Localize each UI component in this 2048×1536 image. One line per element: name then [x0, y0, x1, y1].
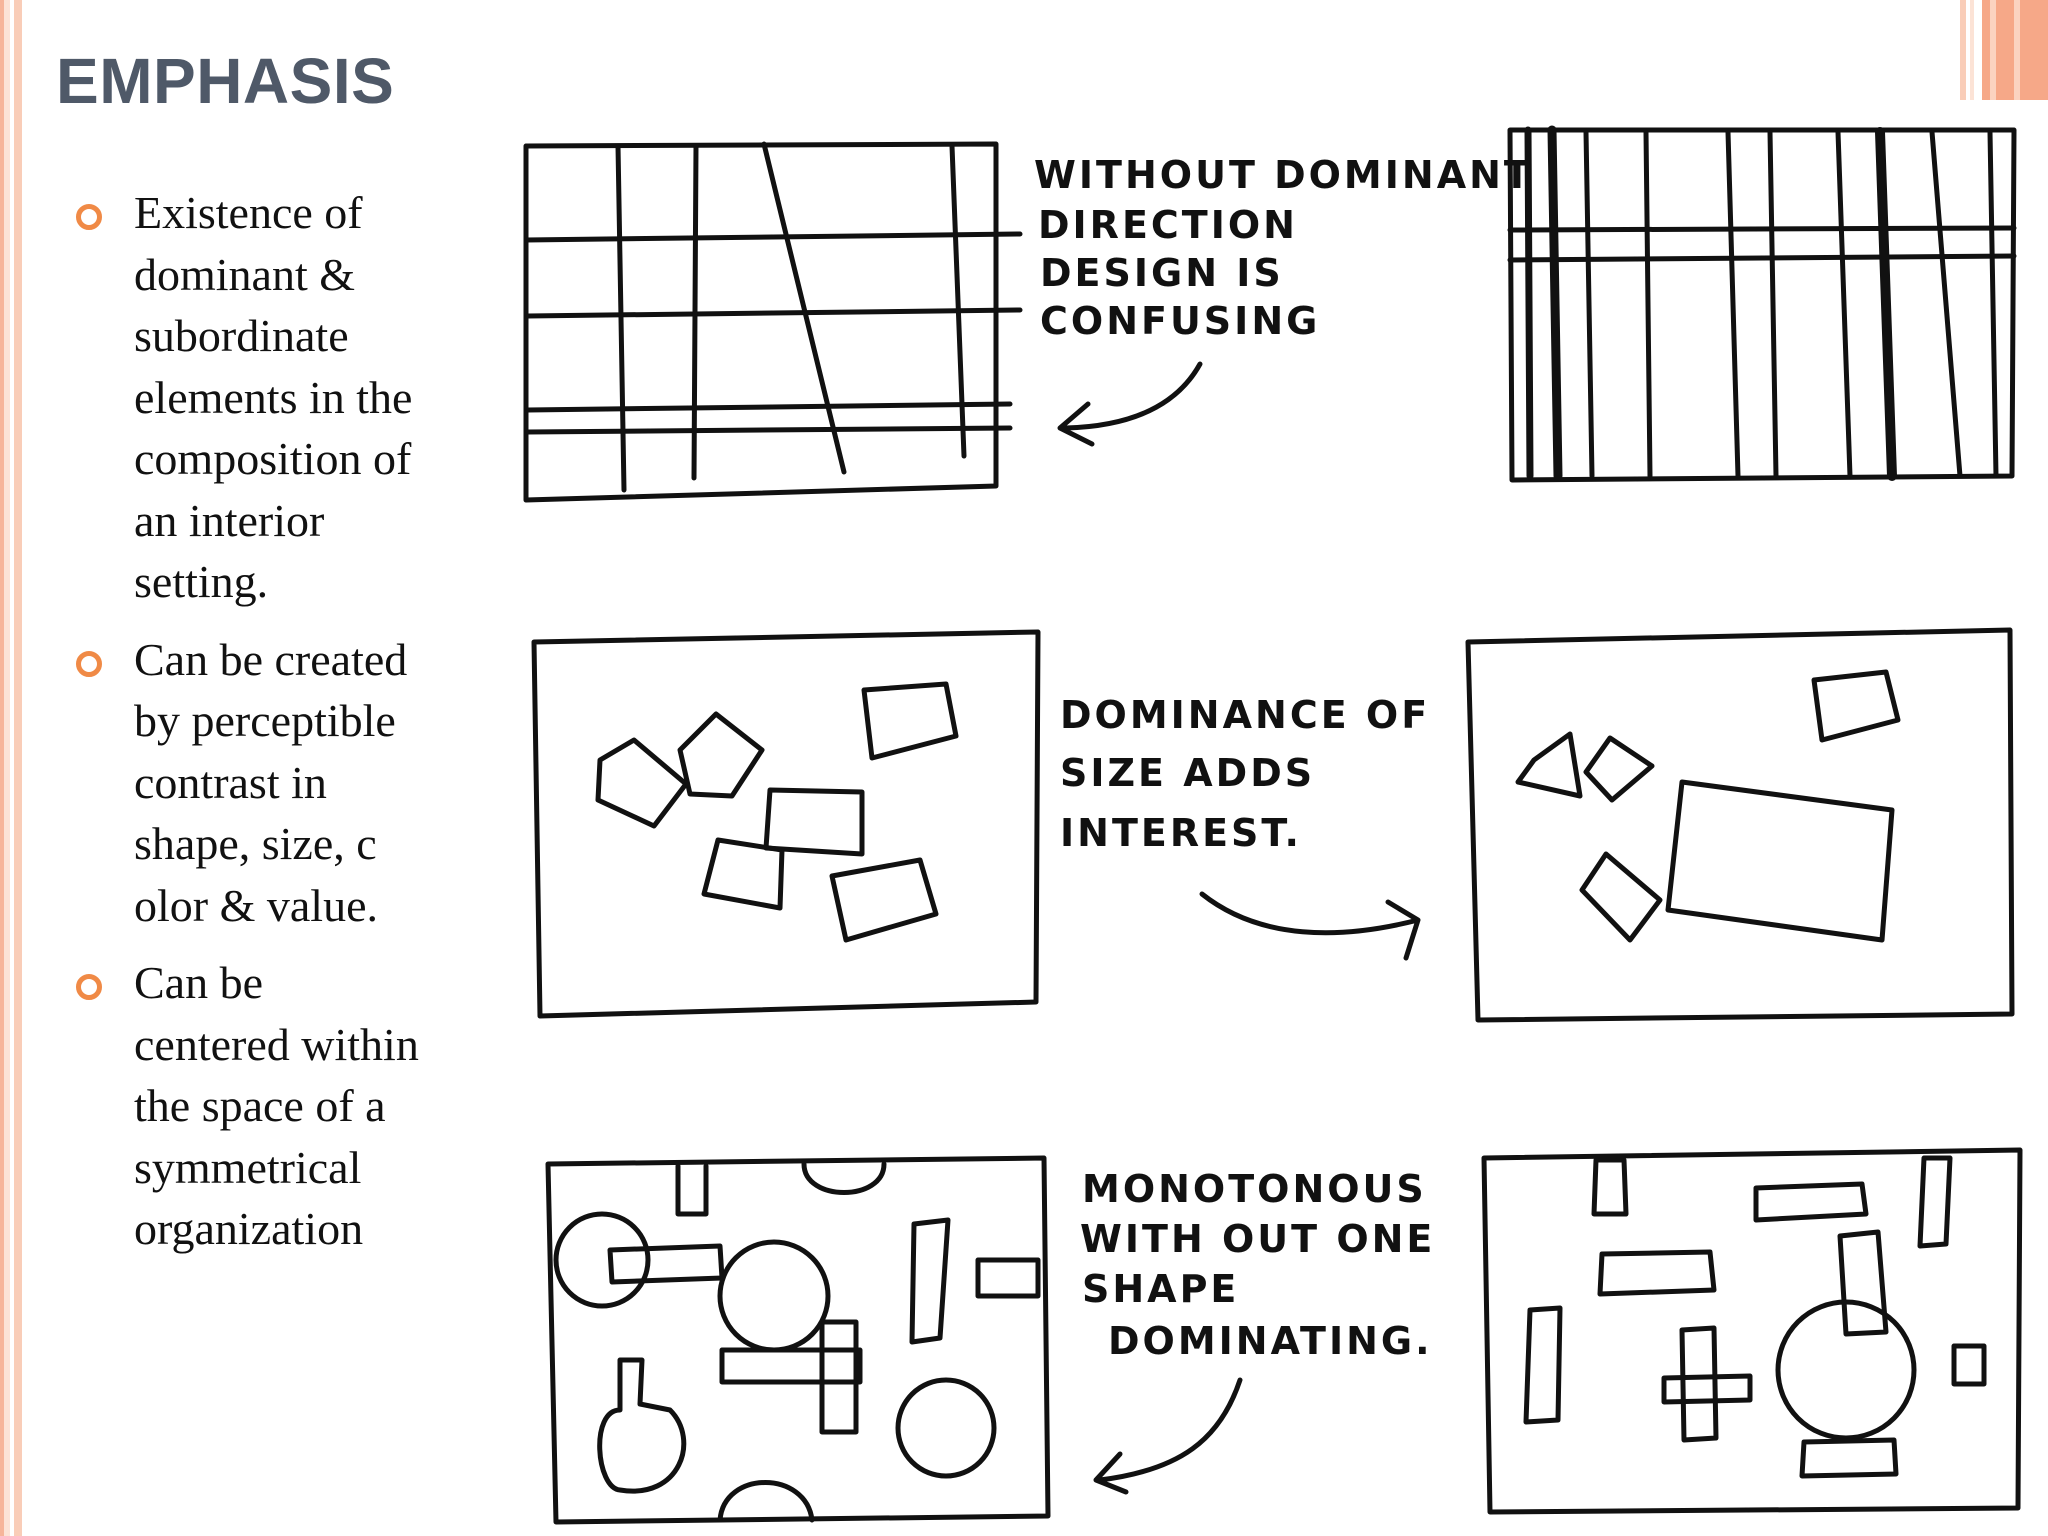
annotation-line: DOMINATING. — [1108, 1319, 1433, 1363]
shapes-sketch-equal-size — [534, 632, 1038, 1016]
bullet-text: Can be created by perceptible contrast in shape, size, c olor & value. — [134, 633, 408, 931]
left-decor-bar — [0, 0, 24, 1536]
annotation-line: MONOTONOUS — [1082, 1167, 1427, 1211]
annotation-line: DIRECTION — [1038, 203, 1298, 247]
annotation-line: DOMINANCE OF — [1060, 693, 1431, 737]
annotation-line: WITHOUT DOMINANT — [1034, 153, 1533, 197]
bullet-item — [68, 952, 428, 1260]
annotation-line: SIZE ADDS — [1060, 751, 1316, 795]
circle-bullet-icon — [76, 651, 102, 677]
annotation-dominance-of-size — [1060, 693, 1430, 855]
shapes-sketch-monotonous — [548, 1158, 1048, 1522]
arrow-left-icon — [1060, 364, 1200, 444]
annotation-line: WITH OUT ONE — [1080, 1217, 1436, 1261]
grid-sketch-vertical-dominant — [1510, 130, 2014, 480]
corner-decor — [1960, 0, 2048, 100]
slide-title: EMPHASIS — [56, 45, 395, 117]
annotation-line: CONFUSING — [1040, 299, 1321, 343]
circle-bullet-icon — [76, 974, 102, 1000]
grid-sketch-no-dominant — [526, 144, 1020, 500]
shapes-sketch-dominant-shape — [1484, 1150, 2020, 1512]
bullet-text: Existence of dominant & subordinate elements in the composition of an interior setting. — [134, 187, 413, 607]
arrow-right-icon — [1202, 894, 1418, 958]
circle-bullet-icon — [76, 204, 102, 230]
arrow-left-icon — [1096, 1380, 1240, 1492]
annotation-without-dominant — [1034, 153, 1533, 343]
annotation-line: DESIGN IS — [1040, 251, 1284, 295]
bullet-text: Can be centered within the space of a symmetrical organization — [134, 957, 419, 1254]
annotation-line: INTEREST. — [1060, 811, 1302, 855]
annotation-monotonous — [1080, 1167, 1435, 1363]
bullet-item — [68, 629, 428, 937]
bullet-list — [68, 182, 428, 1276]
bullet-item — [68, 182, 428, 613]
design-sketch-illustration — [500, 110, 2048, 1536]
shapes-sketch-dominant-size — [1468, 630, 2012, 1020]
annotation-line: SHAPE — [1082, 1267, 1240, 1311]
